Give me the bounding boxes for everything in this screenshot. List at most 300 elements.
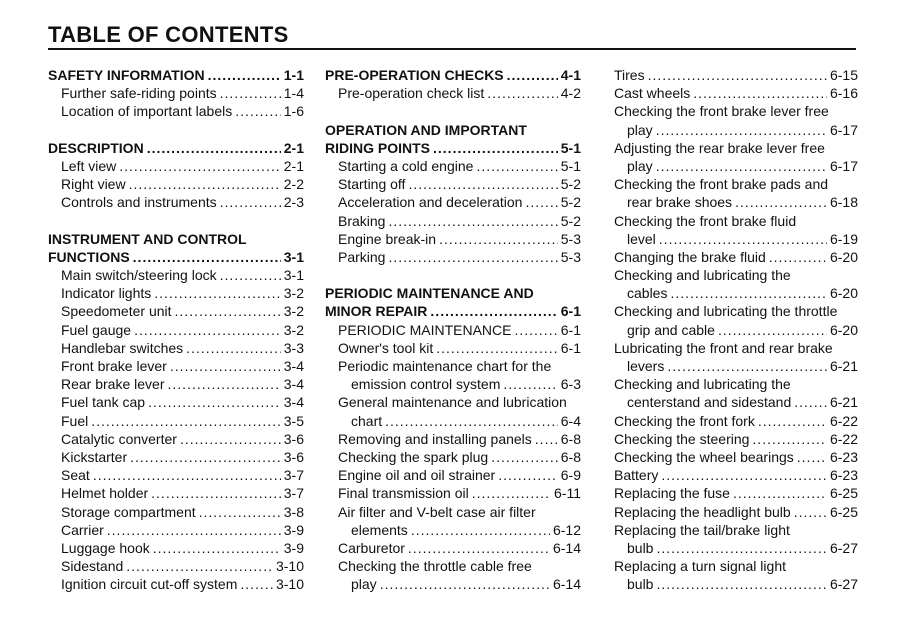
dot-leader — [498, 466, 558, 484]
toc-entry-text: Battery — [614, 467, 659, 484]
page-number: 6-20 — [829, 285, 858, 302]
toc-entry-text: Helmet holder — [61, 485, 149, 502]
toc-entry-continued — [614, 102, 858, 120]
dot-leader — [168, 375, 281, 393]
page-number: 6-17 — [829, 121, 858, 138]
toc-entry-text: Checking the front brake fluid — [614, 212, 797, 229]
toc-entry-text: Air filter and V-belt case air filter — [338, 503, 536, 520]
toc-entry-continued — [325, 357, 581, 375]
toc-entry — [614, 466, 858, 484]
dot-leader — [752, 430, 827, 448]
toc-entry-continued — [325, 557, 581, 575]
toc-entry — [614, 248, 858, 266]
toc-entry — [325, 484, 581, 502]
toc-entry — [614, 412, 858, 430]
dot-leader — [491, 448, 558, 466]
toc-entry — [48, 339, 304, 357]
page-number: 6-27 — [829, 539, 858, 556]
toc-entry-continued — [325, 503, 581, 521]
toc-entry-text: Engine break-in — [338, 230, 437, 247]
page-number: 5-1 — [560, 139, 581, 156]
dot-leader — [411, 521, 550, 539]
section-heading — [325, 284, 581, 302]
toc-entry-continued — [614, 175, 858, 193]
dot-leader — [134, 321, 281, 339]
section-heading — [48, 248, 304, 266]
toc-entry — [48, 430, 304, 448]
page-number: 3-2 — [283, 285, 304, 302]
toc-entry — [325, 321, 581, 339]
page-number: 6-9 — [560, 467, 581, 484]
dot-leader — [656, 121, 827, 139]
toc-entry-text: Checking the front fork — [614, 412, 755, 429]
page-number: 5-1 — [560, 157, 581, 174]
page-number: 5-3 — [560, 248, 581, 265]
toc-entry-text: Handlebar switches — [61, 339, 184, 356]
page-number: 5-2 — [560, 212, 581, 229]
dot-leader — [153, 539, 281, 557]
toc-entry — [48, 102, 304, 120]
toc-entry-text: Periodic maintenance chart for the — [338, 358, 552, 374]
toc-entry — [48, 302, 304, 320]
dot-leader — [154, 284, 280, 302]
toc-entry — [48, 448, 304, 466]
dot-leader — [656, 575, 827, 593]
toc-entry — [614, 393, 858, 411]
page-number: 2-1 — [283, 157, 304, 174]
page-number: 1-1 — [283, 67, 304, 83]
page-number: 6-25 — [829, 503, 858, 520]
toc-entry-continued — [614, 212, 858, 230]
toc-entry-text: SAFETY INFORMATION — [48, 67, 205, 83]
toc-entry-text: Starting off — [338, 176, 406, 193]
toc-entry-text: Lubricating the front and rear brake — [614, 339, 833, 356]
toc-entry — [48, 375, 304, 393]
page-number: 6-21 — [829, 394, 858, 411]
toc-entry-text: Parking — [338, 248, 386, 265]
toc-entry-continued — [614, 302, 858, 320]
toc-entry-continued — [614, 521, 858, 539]
page-number: 6-22 — [829, 430, 858, 447]
toc-entry — [614, 157, 858, 175]
toc-entry-text: Location of important labels — [61, 103, 233, 120]
toc-entry-text: Fuel gauge — [61, 321, 132, 338]
toc-entry — [614, 284, 858, 302]
dot-leader — [430, 302, 557, 320]
toc-entry-text: Speedometer unit — [61, 303, 172, 320]
page-number: 3-8 — [283, 503, 304, 520]
toc-entry-text: Changing the brake fluid — [614, 248, 766, 265]
dot-leader — [129, 175, 281, 193]
toc-entry — [614, 539, 858, 557]
toc-entry-continued — [614, 139, 858, 157]
toc-entry — [325, 175, 581, 193]
toc-entry — [48, 84, 304, 102]
toc-entry-text: Fuel — [61, 412, 89, 429]
page-number: 4-2 — [560, 85, 581, 102]
page-number: 5-2 — [560, 194, 581, 211]
dot-leader — [147, 139, 281, 157]
toc-entry-text: rear brake shoes — [627, 194, 733, 211]
dot-leader — [130, 448, 281, 466]
toc-entry — [325, 84, 581, 102]
toc-entry-text: Checking the front brake lever free — [614, 103, 829, 120]
toc-entry-text: Ignition circuit cut-off system — [61, 576, 238, 593]
toc-entry — [325, 539, 581, 557]
dot-leader — [408, 539, 550, 557]
page-number: 2-1 — [283, 139, 304, 156]
toc-entry-text: Cast wheels — [614, 85, 691, 102]
toc-entry-text: emission control system — [351, 376, 501, 393]
page-number: 1-4 — [283, 85, 304, 102]
spacer — [48, 212, 304, 230]
toc-entry-text: Checking and lubricating the — [614, 376, 791, 393]
page-number: 6-1 — [560, 339, 581, 356]
toc-entry-continued — [614, 339, 858, 357]
page-number: 3-2 — [283, 321, 304, 338]
dot-leader — [170, 357, 281, 375]
page-number: 6-23 — [829, 448, 858, 465]
toc-entry-text: Pre-operation check list — [338, 85, 485, 102]
dot-leader — [235, 102, 281, 120]
page-number: 6-11 — [554, 485, 581, 502]
dot-leader — [503, 375, 557, 393]
toc-entry-text: Carburetor — [338, 539, 405, 556]
toc-entry — [614, 121, 858, 139]
toc-entry — [614, 66, 858, 84]
dot-leader — [525, 193, 557, 211]
page-number: 3-2 — [283, 303, 304, 320]
toc-entry — [614, 448, 858, 466]
page-number: 6-8 — [560, 430, 581, 447]
page-number: 6-27 — [829, 576, 858, 593]
page-number: 3-4 — [283, 376, 304, 393]
section-heading — [325, 121, 581, 139]
toc-entry — [48, 175, 304, 193]
toc-entry-text: FUNCTIONS — [48, 248, 130, 265]
dot-leader — [119, 157, 281, 175]
toc-entry-text: Left view — [61, 157, 117, 174]
toc-entry-text: General maintenance and lubrication — [338, 394, 567, 411]
page-number: 3-9 — [283, 521, 304, 538]
toc-entry-text: Catalytic converter — [61, 430, 177, 447]
page-number: 6-16 — [829, 85, 858, 102]
toc-entry-text: levers — [627, 358, 665, 374]
page-number: 3-7 — [283, 485, 304, 502]
toc-entry-text: elements — [351, 521, 408, 538]
dot-leader — [380, 575, 550, 593]
dot-leader — [758, 412, 827, 430]
dot-leader — [180, 430, 281, 448]
toc-entry — [325, 375, 581, 393]
toc-entry-text: cables — [627, 285, 668, 302]
toc-entry-text: Replacing the tail/brake light — [614, 521, 790, 538]
dot-leader — [126, 557, 273, 575]
toc-entry-text: Replacing a turn signal light — [614, 558, 786, 575]
dot-leader — [220, 84, 281, 102]
section-heading — [48, 139, 304, 157]
dot-leader — [487, 84, 557, 102]
page-number: 6-14 — [552, 539, 581, 556]
dot-leader — [670, 284, 827, 302]
toc-entry-text: Carrier — [61, 521, 104, 538]
dot-leader — [208, 66, 281, 84]
toc-entry-text: Main switch/steering lock — [61, 267, 217, 284]
dot-leader — [388, 248, 557, 266]
toc-entry-text: centerstand and sidestand — [627, 394, 792, 411]
toc-entry-text: Controls and instruments — [61, 194, 217, 211]
page-number: 6-8 — [560, 448, 581, 465]
dot-leader — [151, 484, 281, 502]
dot-leader — [514, 321, 557, 339]
toc-entry-text: Indicator lights — [61, 285, 152, 302]
dot-leader — [794, 393, 827, 411]
toc-entry-text: Final transmission oil — [338, 485, 469, 502]
section-heading — [325, 302, 581, 320]
toc-entry-text: Checking the throttle cable free — [338, 558, 532, 575]
toc-entry — [614, 193, 858, 211]
spacer — [325, 266, 581, 284]
toc-entry — [48, 412, 304, 430]
page-number: 6-20 — [829, 248, 858, 265]
section-heading — [325, 66, 581, 84]
page-number: 3-10 — [275, 576, 304, 593]
dot-leader — [769, 248, 827, 266]
toc-entry — [325, 230, 581, 248]
toc-entry — [325, 430, 581, 448]
toc-entry — [48, 284, 304, 302]
dot-leader — [535, 430, 558, 448]
dot-leader — [133, 248, 281, 266]
page-number: 6-14 — [552, 576, 581, 593]
page-number: 6-25 — [829, 485, 858, 502]
toc-entry-text: OPERATION AND IMPORTANT — [325, 121, 527, 138]
dot-leader — [175, 302, 281, 320]
toc-entry-text: Starting a cold engine — [338, 157, 474, 174]
section-heading — [48, 66, 304, 84]
toc-entry-continued — [614, 375, 858, 393]
toc-entry-text: Braking — [338, 212, 386, 229]
dot-leader — [794, 503, 827, 521]
toc-entry-text: PRE-OPERATION CHECKS — [325, 67, 504, 83]
toc-entry-text: Front brake lever — [61, 358, 167, 374]
page-number: 6-1 — [560, 303, 581, 320]
toc-entry — [614, 230, 858, 248]
page-number: 5-2 — [560, 176, 581, 193]
dot-leader — [199, 503, 281, 521]
dot-leader — [659, 230, 827, 248]
page-number: 3-1 — [283, 267, 304, 284]
page-number: 6-4 — [560, 412, 581, 429]
toc-entry-text: Owner's tool kit — [338, 339, 434, 356]
page-number: 3-7 — [283, 467, 304, 484]
page-number: 3-10 — [275, 558, 304, 575]
toc-entry — [325, 575, 581, 593]
toc-entry-text: Seat — [61, 467, 90, 484]
page-number: 5-3 — [560, 230, 581, 247]
toc-entry — [614, 357, 858, 375]
dot-leader — [733, 484, 827, 502]
toc-entry-text: play — [627, 157, 653, 174]
toc-entry-text: bulb — [627, 576, 654, 593]
toc-entry-continued — [325, 393, 581, 411]
page-number: 6-12 — [552, 521, 581, 538]
toc-entry-text: Checking the wheel bearings — [614, 448, 794, 465]
toc-entry-text: RIDING POINTS — [325, 139, 431, 156]
toc-entry-text: PERIODIC MAINTENANCE AND — [325, 285, 534, 302]
toc-entry-text: DESCRIPTION — [48, 139, 144, 156]
page-number: 4-1 — [560, 67, 581, 83]
toc-entry — [325, 193, 581, 211]
toc-entry — [48, 539, 304, 557]
toc-entry-text: Replacing the fuse — [614, 485, 730, 502]
page-number: 6-23 — [829, 467, 858, 484]
toc-entry-text: chart — [351, 412, 383, 429]
toc-entry-text: Checking the spark plug — [338, 448, 489, 465]
toc-entry-text: Fuel tank cap — [61, 394, 146, 411]
toc-column-3 — [614, 66, 858, 593]
dot-leader — [735, 193, 827, 211]
toc-entry-continued — [614, 266, 858, 284]
toc-entry — [325, 157, 581, 175]
page-number: 6-1 — [560, 321, 581, 338]
page-number: 6-20 — [829, 321, 858, 338]
dot-leader — [91, 412, 281, 430]
toc-entry-text: play — [351, 576, 377, 593]
dot-leader — [797, 448, 827, 466]
spacer — [48, 121, 304, 139]
dot-leader — [240, 575, 273, 593]
dot-leader — [436, 339, 558, 357]
page-number: 3-1 — [283, 248, 304, 265]
toc-entry-text: Adjusting the rear brake lever free — [614, 139, 825, 156]
toc-entry-text: Tires — [614, 67, 645, 83]
dot-leader — [693, 84, 827, 102]
toc-entry-text: Storage compartment — [61, 503, 196, 520]
toc-entry-text: Acceleration and deceleration — [338, 194, 523, 211]
dot-leader — [656, 539, 827, 557]
dot-leader — [408, 175, 557, 193]
toc-entry — [48, 266, 304, 284]
toc-entry — [614, 503, 858, 521]
page-number: 3-3 — [283, 339, 304, 356]
page-number: 3-4 — [283, 394, 304, 411]
page-number: 3-6 — [283, 430, 304, 447]
page-number: 3-6 — [283, 448, 304, 465]
dot-leader — [648, 66, 827, 84]
dot-leader — [107, 521, 281, 539]
toc-entry-text: play — [627, 121, 653, 138]
toc-entry — [325, 339, 581, 357]
toc-entry-text: Checking the front brake pads and — [614, 176, 829, 193]
toc-entry — [614, 430, 858, 448]
toc-entry — [48, 557, 304, 575]
page-number: 1-6 — [283, 103, 304, 120]
toc-column-1 — [48, 66, 304, 593]
toc-entry-text: level — [627, 230, 656, 247]
toc-entry-text: INSTRUMENT AND CONTROL — [48, 230, 247, 247]
toc-entry-text: Checking and lubricating the throttle — [614, 303, 838, 320]
toc-column-2 — [325, 66, 581, 593]
toc-entry-text: Kickstarter — [61, 448, 128, 465]
toc-entry — [614, 321, 858, 339]
toc-entry — [614, 575, 858, 593]
page-number: 2-3 — [283, 194, 304, 211]
toc-entry-text: MINOR REPAIR — [325, 303, 428, 320]
toc-entry — [325, 412, 581, 430]
toc-entry — [48, 503, 304, 521]
toc-entry-text: Engine oil and oil strainer — [338, 467, 496, 484]
page-number: 3-4 — [283, 358, 304, 374]
page-number: 3-5 — [283, 412, 304, 429]
toc-entry — [325, 466, 581, 484]
toc-entry — [48, 357, 304, 375]
toc-entry — [48, 521, 304, 539]
toc-entry-text: Rear brake lever — [61, 376, 165, 393]
dot-leader — [220, 266, 281, 284]
dot-leader — [433, 139, 558, 157]
dot-leader — [439, 230, 558, 248]
toc-entry-text: bulb — [627, 539, 654, 556]
page-title: TABLE OF CONTENTS — [48, 22, 289, 47]
dot-leader — [148, 393, 281, 411]
page-number: 6-22 — [829, 412, 858, 429]
dot-leader — [472, 484, 551, 502]
toc-entry-text: Replacing the headlight bulb — [614, 503, 791, 520]
toc-entry-continued — [614, 557, 858, 575]
toc-entry — [614, 484, 858, 502]
page-number: 6-21 — [829, 358, 858, 374]
section-heading — [48, 230, 304, 248]
page-number: 2-2 — [283, 176, 304, 193]
dot-leader — [388, 212, 557, 230]
toc-entry-text: Checking the steering — [614, 430, 750, 447]
toc-entry — [48, 157, 304, 175]
dot-leader — [385, 412, 558, 430]
page-number: 6-19 — [829, 230, 858, 247]
toc-entry — [48, 193, 304, 211]
page-number: 6-3 — [560, 376, 581, 393]
page-number: 6-15 — [829, 67, 858, 83]
toc-entry-text: PERIODIC MAINTENANCE — [338, 321, 512, 338]
dot-leader — [507, 66, 558, 84]
toc-entry-text: Right view — [61, 176, 126, 193]
dot-leader — [661, 466, 827, 484]
dot-leader — [667, 357, 827, 375]
toc-entry — [325, 212, 581, 230]
dot-leader — [186, 339, 281, 357]
toc-entry — [325, 448, 581, 466]
toc-entry — [48, 466, 304, 484]
toc-entry-text: grip and cable — [627, 321, 715, 338]
page-number: 6-17 — [829, 157, 858, 174]
toc-entry — [48, 321, 304, 339]
toc-entry — [48, 484, 304, 502]
dot-leader — [93, 466, 281, 484]
dot-leader — [656, 157, 827, 175]
dot-leader — [718, 321, 827, 339]
dot-leader — [220, 193, 281, 211]
toc-entry-text: Removing and installing panels — [338, 430, 532, 447]
section-heading — [325, 139, 581, 157]
toc-entry — [48, 393, 304, 411]
dot-leader — [476, 157, 557, 175]
page-number: 6-18 — [829, 194, 858, 211]
spacer — [325, 102, 581, 120]
toc-entry-text: Luggage hook — [61, 539, 150, 556]
title-rule — [48, 48, 856, 50]
toc-entry-text: Sidestand — [61, 558, 124, 575]
